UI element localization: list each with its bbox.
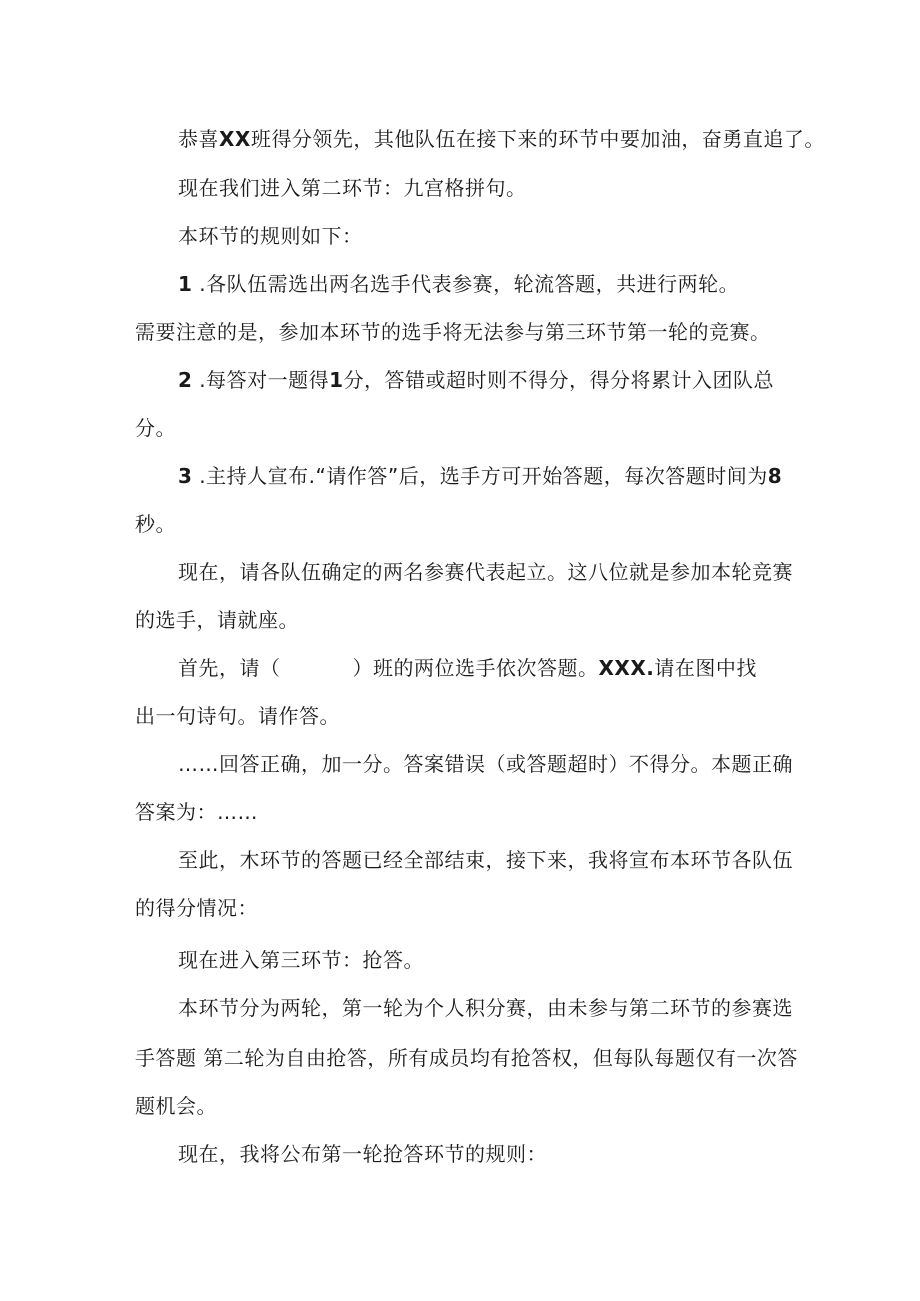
seconds-value: 8 xyxy=(767,464,783,488)
paragraph-rules-heading: 本环节的规则如下： xyxy=(178,224,363,248)
paragraph-second-round: 现在我们进入第二环节：九宫格拼句。 xyxy=(178,176,527,200)
text: 请在图中找 xyxy=(654,656,757,680)
text: .各队伍需选出两名选手代表参赛，轮流答题，共进行两轮。 xyxy=(192,272,740,296)
paragraph-round-end-continued: 的得分情况： xyxy=(135,896,258,920)
text: 班得分领先，其他队伍在接下来的环节中要加油，奋勇直追了。 xyxy=(250,127,825,151)
paragraph-third-round-desc: 本环节分为两轮，第一轮为个人积分赛，由未参与第二环节的参赛选 xyxy=(178,996,793,1020)
text: 首先，请（ xyxy=(178,656,281,680)
paragraph-first-round-rules: 现在，我将公布第一轮抢答环节的规则： xyxy=(178,1142,547,1166)
rule-number: 3 xyxy=(178,464,193,488)
rule-1-continued: 需要注意的是，参加本环节的选手将无法参与第三环节第一轮的竞赛。 xyxy=(135,320,771,344)
name-placeholder: XXX. xyxy=(598,656,655,680)
paragraph-congrats xyxy=(178,125,825,153)
text: ）班的两位选手依次答题。 xyxy=(352,656,599,680)
rule-3-continued: 秒。 xyxy=(135,512,176,536)
rule-number: 1 xyxy=(178,272,193,296)
paragraph-answer: ……回答正确，加一分。答案错误（或答题超时）不得分。本题正确 xyxy=(178,752,793,776)
rule-2 xyxy=(178,366,774,394)
paragraph-third-round-desc-3: 题机会。 xyxy=(135,1094,217,1118)
text: 恭喜 xyxy=(178,127,219,151)
paragraph-third-round: 现在进入第三环节：抢答。 xyxy=(178,948,424,972)
paragraph-first-team-continued: 出一句诗句。请作答。 xyxy=(135,704,340,728)
rule-number: 2 xyxy=(178,368,193,392)
paragraph-first-team xyxy=(178,654,757,682)
paragraph-third-round-desc-2: 手答题 第二轮为自由抢答，所有成员均有抢答权，但每队每题仅有一次答 xyxy=(135,1046,798,1070)
text: .主持人宣布.“请作答”后，选手方可开始答题，每次答题时间为 xyxy=(192,464,768,488)
paragraph-answer-continued: 答案为：…… xyxy=(135,800,258,824)
class-placeholder: XX xyxy=(219,127,251,151)
point-value: 1 xyxy=(329,368,344,392)
rule-3 xyxy=(178,462,782,490)
paragraph-round-end: 至此，木环节的答题已经全部结束，接下来，我将宣布本环节各队伍 xyxy=(178,848,793,872)
paragraph-stand-up-continued: 的选手，请就座。 xyxy=(135,608,299,632)
paragraph-stand-up: 现在，请各队伍确定的两名参赛代表起立。这八位就是参加本轮竞赛 xyxy=(178,560,793,584)
rule-1 xyxy=(178,270,739,298)
text: 分，答错或超时则不得分，得分将累计入团队总 xyxy=(343,368,775,392)
text: .每答对一题得 xyxy=(192,368,330,392)
rule-2-continued: 分。 xyxy=(135,416,176,440)
